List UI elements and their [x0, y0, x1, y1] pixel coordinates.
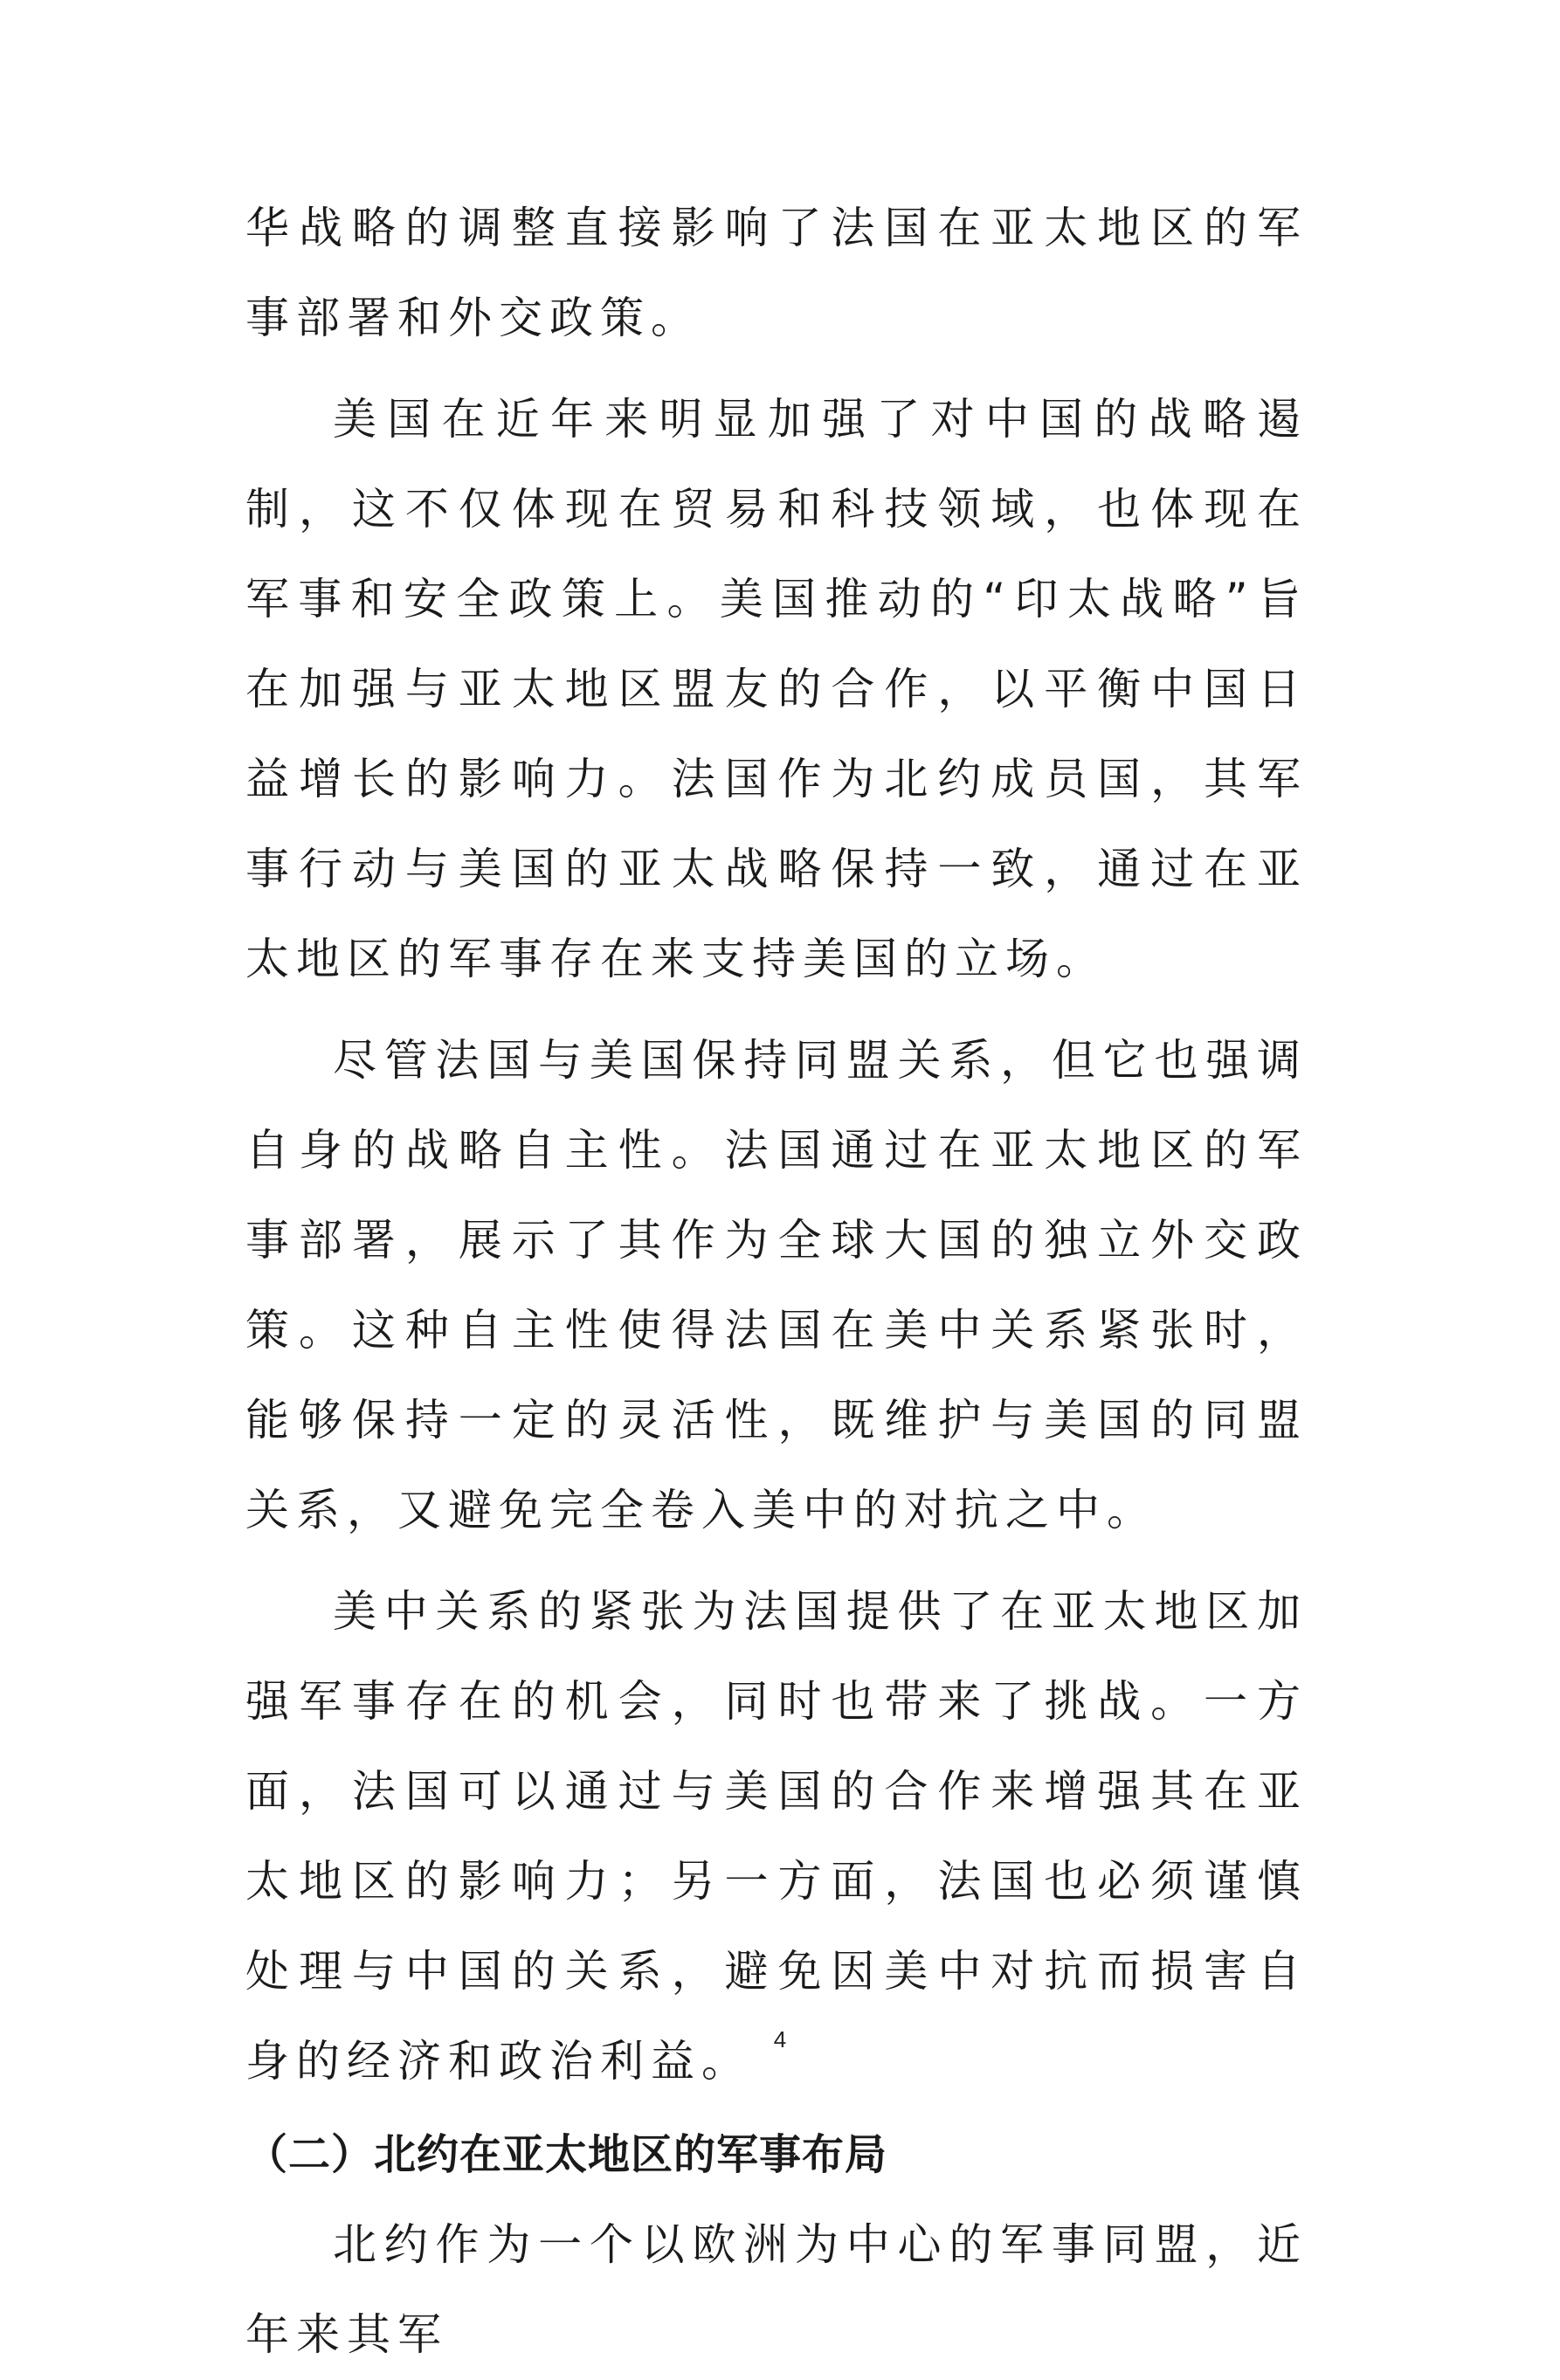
- paragraph-nato-intro: 北约作为一个以欧洲为中心的军事同盟，近年来其军: [245, 2219, 1308, 2360]
- paragraph-opportunities-challenges: 美中关系的紧张为法国提供了在亚太地区加强军事存在的机会，同时也带来了挑战。一方面，法国可以通过与美国的合作来增强其在亚太地区的影响力；另一方面，法国也必须谨慎处理与中国的关系，避免因美中对抗而损害自身的经济和政治利益。: [245, 1586, 1308, 2087]
- paragraph-strategic-autonomy: 尽管法国与美国保持同盟关系，但它也强调自身的战略自主性。法国通过在亚太地区的军事部署，展示了其作为全球大国的独立外交政策。这种自主性使得法国在美中关系紧张时，能够保持一定的灵活性，既维护与美国的同盟关系，又避免完全卷入美中的对抗之中。: [245, 1035, 1308, 1535]
- paragraph-continuation: 华战略的调整直接影响了法国在亚太地区的军事部署和外交政策。: [245, 203, 1308, 343]
- section-heading: （二）北约在亚太地区的军事布局: [245, 2132, 888, 2178]
- paragraph-us-containment: 美国在近年来明显加强了对中国的战略遏制，这不仅体现在贸易和科技领域，也体现在军事和安全政策上。美国推动的“印太战略”旨在加强与亚太地区盟友的合作，以平衡中国日益增长的影响力。法国作为北约成员国，其军事行动与美国的亚太战略保持一致，通过在亚太地区的军事存在来支持美国的立场。: [245, 394, 1308, 984]
- page-number: 4: [773, 2026, 787, 2052]
